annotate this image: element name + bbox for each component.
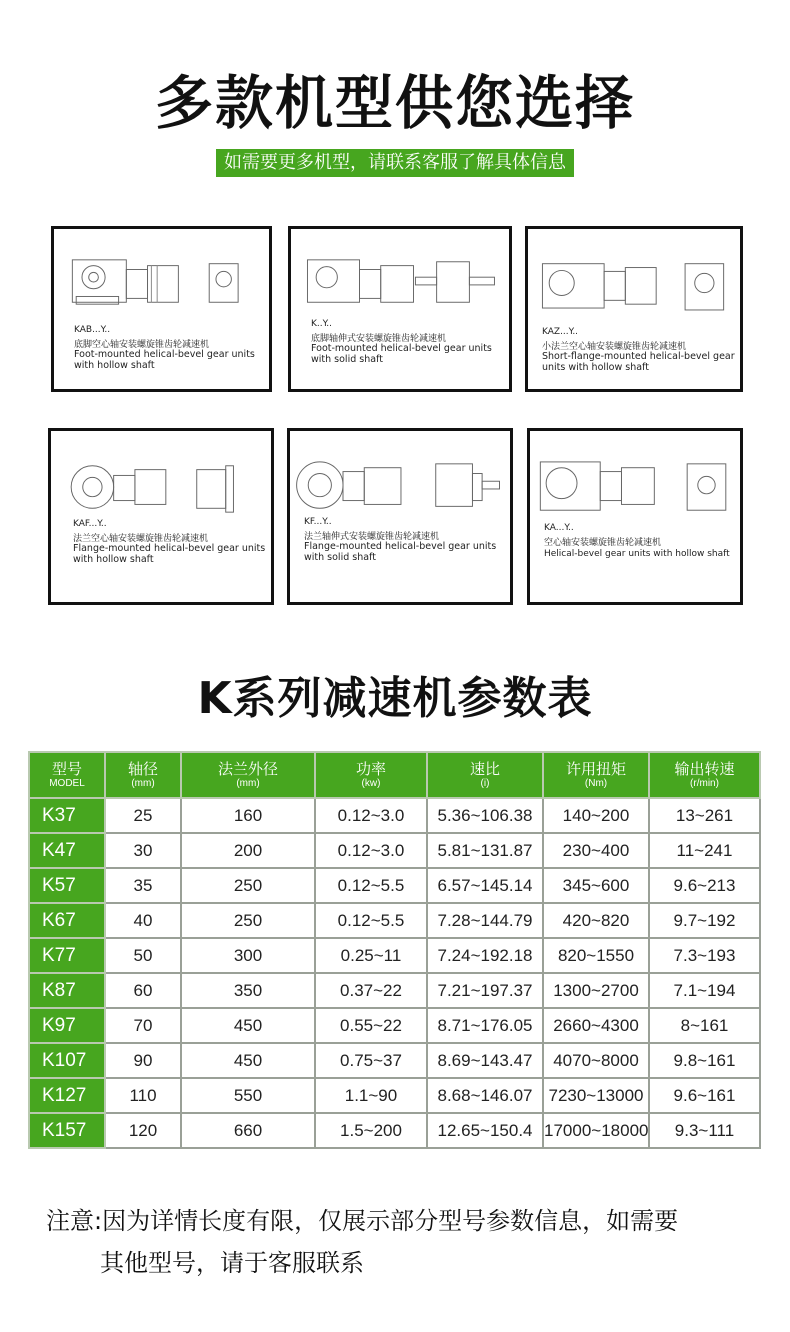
table-cell: 9.6~213: [649, 868, 760, 903]
spec-table: [28, 751, 761, 1149]
card-title-cn: 小法兰空心轴安装螺旋锥齿轮减速机: [542, 342, 687, 352]
table-row: [29, 1043, 760, 1078]
card-model-code: KAZ...Y..: [542, 327, 579, 337]
table-cell: 13~261: [649, 798, 760, 833]
table-cell: 12.65~150.4: [427, 1113, 543, 1148]
hero-subtitle-banner: 如需要更多机型，请联系客服了解具体信息: [216, 149, 574, 177]
table-row: [29, 973, 760, 1008]
table-cell: 7.21~197.37: [427, 973, 543, 1008]
table-cell: 0.12~5.5: [315, 903, 427, 938]
header-torque: 许用扭矩 (Nm): [543, 752, 649, 798]
table-header-row: [29, 752, 760, 798]
table-row: [29, 833, 760, 868]
product-card-kaf[interactable]: [48, 428, 274, 605]
header-ratio: 速比 (i): [427, 752, 543, 798]
table-cell: 7230~13000: [543, 1078, 649, 1113]
card-title-en: Flange-mounted helical-bevel gear units with hollow shaft: [73, 543, 266, 565]
card-title-cn: 法兰轴伸式安装螺旋锥齿轮减速机: [304, 532, 440, 542]
table-cell: 7.24~192.18: [427, 938, 543, 973]
model-cell: K157: [29, 1113, 105, 1148]
table-cell: 9.8~161: [649, 1043, 760, 1078]
card-title-en: Short-flange-mounted helical-bevel gear units with hollow shaft: [542, 351, 735, 373]
table-row: [29, 903, 760, 938]
product-card-kf[interactable]: [287, 428, 513, 605]
note-line-2: 其他型号，请于客服联系: [100, 1249, 364, 1277]
note-line-1: 注意:因为详情长度有限，仅展示部分型号参数信息，如需要: [46, 1207, 679, 1235]
table-cell: 8.69~143.47: [427, 1043, 543, 1078]
table-cell: 660: [181, 1113, 315, 1148]
table-cell: 160: [181, 798, 315, 833]
table-cell: 5.81~131.87: [427, 833, 543, 868]
table-cell: 1.1~90: [315, 1078, 427, 1113]
footer-note: [46, 1200, 766, 1284]
product-card-ka[interactable]: [527, 428, 743, 605]
table-row: [29, 938, 760, 973]
table-cell: 7.1~194: [649, 973, 760, 1008]
table-row: [29, 868, 760, 903]
product-card-k[interactable]: [288, 226, 512, 392]
card-title-cn: 底脚空心轴安装螺旋锥齿轮减速机: [74, 340, 210, 350]
table-cell: 420~820: [543, 903, 649, 938]
table-cell: 7.3~193: [649, 938, 760, 973]
table-row: [29, 1008, 760, 1043]
gearbox-flange-hollow-drawing-icon: [51, 431, 271, 602]
table-cell: 9.3~111: [649, 1113, 760, 1148]
gearbox-hollow-drawing-icon: [530, 431, 740, 602]
table-cell: 8~161: [649, 1008, 760, 1043]
table-cell: 30: [105, 833, 181, 868]
table-cell: 250: [181, 868, 315, 903]
table-cell: 450: [181, 1043, 315, 1078]
card-title-en: Helical-bevel gear units with hollow shaft: [544, 549, 730, 559]
table-cell: 6.57~145.14: [427, 868, 543, 903]
table-cell: 50: [105, 938, 181, 973]
table-cell: 820~1550: [543, 938, 649, 973]
model-cell: K67: [29, 903, 105, 938]
table-cell: 250: [181, 903, 315, 938]
table-cell: 345~600: [543, 868, 649, 903]
hero-title: 多款机型供您选择: [154, 69, 635, 137]
table-cell: 0.37~22: [315, 973, 427, 1008]
product-card-kaz[interactable]: [525, 226, 743, 392]
table-cell: 110: [105, 1078, 181, 1113]
product-card-kab[interactable]: [51, 226, 272, 392]
card-title-en: Flange-mounted helical-bevel gear units with solid shaft: [304, 541, 497, 563]
model-cell: K37: [29, 798, 105, 833]
card-title-cn: 法兰空心轴安装螺旋锥齿轮减速机: [73, 534, 209, 544]
table-cell: 90: [105, 1043, 181, 1078]
table-cell: 230~400: [543, 833, 649, 868]
model-cell: K77: [29, 938, 105, 973]
table-cell: 0.25~11: [315, 938, 427, 973]
table-cell: 17000~18000: [543, 1113, 649, 1148]
model-cell: K87: [29, 973, 105, 1008]
section-title: K系列减速机参数表: [197, 673, 593, 724]
table-cell: 450: [181, 1008, 315, 1043]
table-cell: 0.12~5.5: [315, 868, 427, 903]
table-row: [29, 1113, 760, 1148]
card-model-code: KAB...Y..: [74, 325, 111, 335]
table-cell: 1.5~200: [315, 1113, 427, 1148]
table-cell: 300: [181, 938, 315, 973]
table-cell: 140~200: [543, 798, 649, 833]
card-model-code: KF...Y..: [304, 517, 332, 527]
header-model: 型号 MODEL: [29, 752, 105, 798]
table-cell: 0.55~22: [315, 1008, 427, 1043]
table-cell: 550: [181, 1078, 315, 1113]
table-cell: 9.7~192: [649, 903, 760, 938]
card-title-en: Foot-mounted helical-bevel gear units with hollow shaft: [74, 349, 255, 371]
table-row: [29, 798, 760, 833]
header-shaft-diameter: 轴径 (mm): [105, 752, 181, 798]
table-cell: 200: [181, 833, 315, 868]
card-model-code: KA...Y..: [544, 523, 574, 533]
table-cell: 120: [105, 1113, 181, 1148]
header-output-speed: 输出转速 (r/min): [649, 752, 760, 798]
table-cell: 70: [105, 1008, 181, 1043]
table-cell: 0.12~3.0: [315, 798, 427, 833]
table-cell: 40: [105, 903, 181, 938]
header-flange-diameter: 法兰外径 (mm): [181, 752, 315, 798]
model-cell: K127: [29, 1078, 105, 1113]
table-cell: 1300~2700: [543, 973, 649, 1008]
table-cell: 25: [105, 798, 181, 833]
table-cell: 11~241: [649, 833, 760, 868]
table-cell: 9.6~161: [649, 1078, 760, 1113]
card-model-code: KAF...Y..: [73, 519, 107, 529]
table-cell: 5.36~106.38: [427, 798, 543, 833]
header-power: 功率 (kw): [315, 752, 427, 798]
card-model-code: K..Y..: [311, 319, 333, 329]
card-title-en: Foot-mounted helical-bevel gear units with solid shaft: [311, 343, 492, 365]
card-title-cn: 空心轴安装螺旋锥齿轮减速机: [544, 538, 662, 548]
table-cell: 8.68~146.07: [427, 1078, 543, 1113]
table-row: [29, 1078, 760, 1113]
table-cell: 0.75~37: [315, 1043, 427, 1078]
card-title-cn: 底脚轴伸式安装螺旋锥齿轮减速机: [311, 334, 447, 344]
model-cell: K47: [29, 833, 105, 868]
table-cell: 35: [105, 868, 181, 903]
table-cell: 8.71~176.05: [427, 1008, 543, 1043]
table-cell: 350: [181, 973, 315, 1008]
model-cell: K107: [29, 1043, 105, 1078]
model-cell: K57: [29, 868, 105, 903]
model-cell: K97: [29, 1008, 105, 1043]
table-cell: 2660~4300: [543, 1008, 649, 1043]
gearbox-solid-shaft-drawing-icon: [291, 229, 509, 389]
table-cell: 0.12~3.0: [315, 833, 427, 868]
table-cell: 60: [105, 973, 181, 1008]
table-cell: 7.28~144.79: [427, 903, 543, 938]
table-cell: 4070~8000: [543, 1043, 649, 1078]
